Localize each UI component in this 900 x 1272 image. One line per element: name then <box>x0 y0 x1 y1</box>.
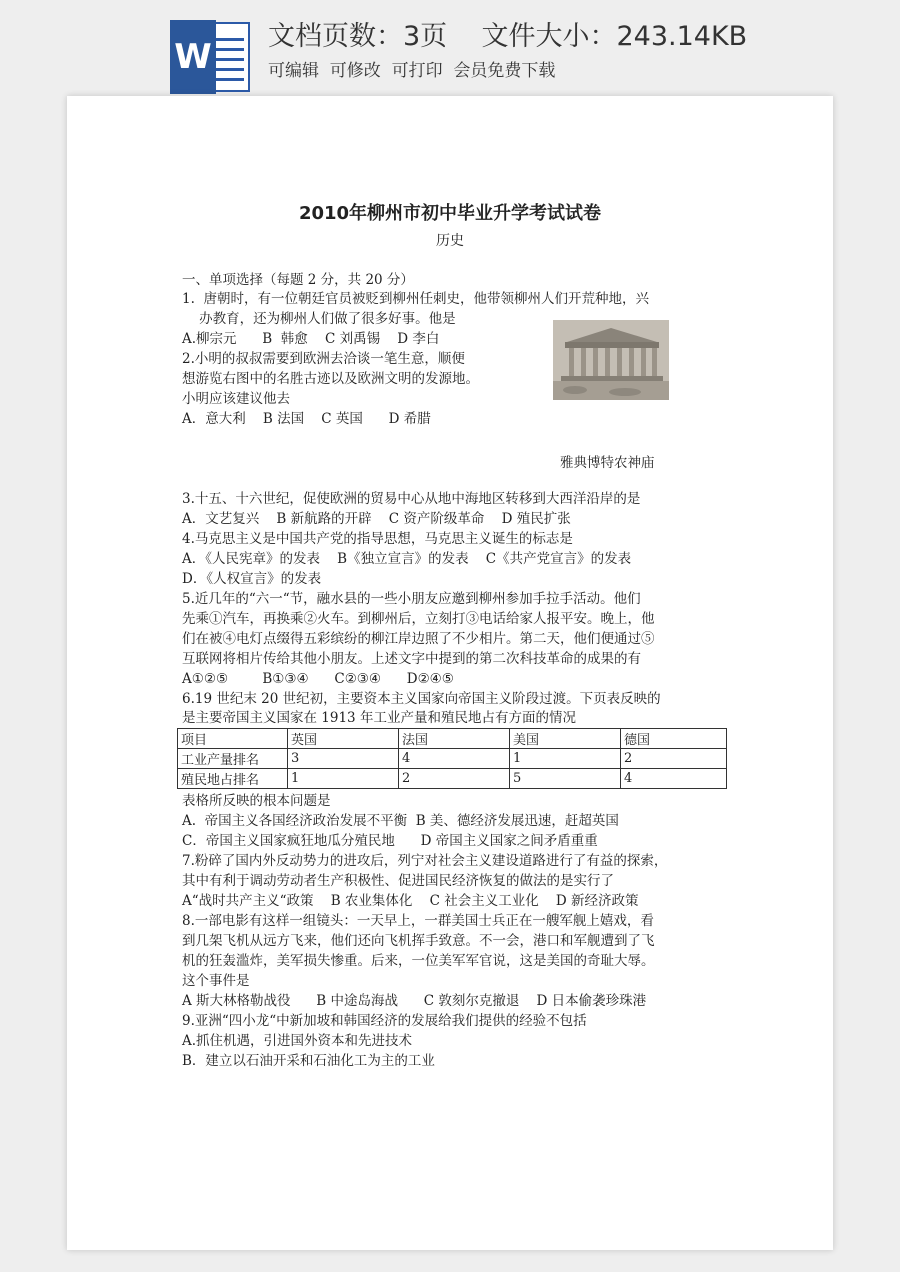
text-line: 其中有利于调动劳动者生产积极性、促进国民经济恢复的做法的是实行了 <box>182 873 614 889</box>
text-line: 表格所反映的根本问题是 <box>182 793 331 809</box>
table-cell: 1 <box>510 749 621 769</box>
text-line: 7.粉碎了国内外反动势力的进攻后，列宁对社会主义建设道路进行了有益的探索， <box>182 853 668 869</box>
text-line: A①②⑤ B①③④ C②③④ D②④⑤ <box>182 671 454 687</box>
text-line: 们在被④电灯点缀得五彩缤纷的柳江岸边照了不少相片。第二天，他们便通过⑤ <box>182 631 655 647</box>
text-line: A“战时共产主义“政策 B 农业集体化 C 社会主义工业化 D 新经济政策 <box>182 893 639 909</box>
table-row <box>178 769 727 789</box>
text-line: 机的狂轰滥炸，美军损失惨重。后来，一位美军军官说，这是美国的奇耻大辱。 <box>182 953 655 969</box>
table-cell: 殖民地占排名 <box>178 769 288 789</box>
table-cell: 4 <box>399 749 510 769</box>
text-line: 这个事件是 <box>182 973 250 989</box>
text-line: A．文艺复兴 B 新航路的开辟 C 资产阶级革命 D 殖民扩张 <box>182 511 571 527</box>
text-line: A 斯大林格勒战役 B 中途岛海战 C 敦刻尔克撤退 D 日本偷袭珍珠港 <box>182 993 647 1009</box>
text-line: D．《人权宣言》的发表 <box>182 571 322 587</box>
text-line: A.柳宗元 B 韩愈 C 刘禹锡 D 李白 <box>182 331 440 347</box>
text-line: A．意大利 B 法国 C 英国 D 希腊 <box>182 411 431 427</box>
table-cell: 英国 <box>288 729 399 749</box>
text-line: 1. 唐朝时，有一位朝廷官员被贬到柳州任刺史，他带领柳州人们开荒种地，兴 <box>182 291 649 307</box>
parthenon-photo <box>553 320 669 400</box>
text-line: 一、单项选择（每题 2 分，共 20 分） <box>182 272 414 288</box>
page-subtitle: 历史 <box>436 233 464 249</box>
table-cell: 5 <box>510 769 621 789</box>
text-line: 互联网将相片传给其他小朋友。上述文字中提到的第二次科技革命的成果的有 <box>182 651 641 667</box>
text-line: 是主要帝国主义国家在 1913 年工业产量和殖民地占有方面的情况 <box>182 710 576 726</box>
text-line: 9.亚洲“四小龙“中新加坡和韩国经济的发展给我们提供的经验不包括 <box>182 1013 587 1029</box>
download-banner <box>0 0 900 96</box>
text-line: 3.十五、十六世纪，促使欧洲的贸易中心从地中海地区转移到大西洋沿岸的是 <box>182 491 641 507</box>
table-cell: 美国 <box>510 729 621 749</box>
table-row <box>178 749 727 769</box>
word-document-icon: W <box>170 20 254 94</box>
document-page <box>67 96 833 1250</box>
text-line: 办教育，还为柳州人们做了很多好事。他是 <box>182 311 456 327</box>
text-line: A．《人民宪章》的发表 B《独立宣言》的发表 C《共产党宣言》的发表 <box>182 551 632 567</box>
photo-caption: 雅典博特农神庙 <box>560 455 655 471</box>
table-header-row <box>178 729 727 749</box>
table-cell: 1 <box>288 769 399 789</box>
text-line: C．帝国主义国家疯狂地瓜分殖民地 D 帝国主义国家之间矛盾重重 <box>182 833 598 849</box>
text-line: 4.马克思主义是中国共产党的指导思想，马克思主义诞生的标志是 <box>182 531 573 547</box>
table-cell: 工业产量排名 <box>178 749 288 769</box>
text-line: B．建立以石油开采和石油化工为主的工业 <box>182 1053 435 1069</box>
data-table <box>177 728 727 789</box>
text-line: 8.一部电影有这样一组镜头：一天早上，一群美国士兵正在一艘军舰上嬉戏，看 <box>182 913 654 929</box>
document-meta: 文档页数：3页 文件大小：243.14KB <box>268 21 748 52</box>
text-line: 想游览右图中的名胜古迹以及欧洲文明的发源地。 <box>182 371 479 387</box>
table-cell: 2 <box>399 769 510 789</box>
table-cell: 2 <box>621 749 727 769</box>
table-cell: 项目 <box>178 729 288 749</box>
text-line: 小明应该建议他去 <box>182 391 290 407</box>
text-line: 6.19 世纪末 20 世纪初，主要资本主义国家向帝国主义阶段过渡。下页表反映的 <box>182 691 661 707</box>
document-features: 可编辑 可修改 可打印 会员免费下载 <box>268 61 556 81</box>
text-line: 5.近几年的“六一“节，融水县的一些小朋友应邀到柳州参加手拉手活动。他们 <box>182 591 641 607</box>
text-line: 先乘①汽车，再换乘②火车。到柳州后，立刻打③电话给家人报平安。晚上，他 <box>182 611 655 627</box>
text-line: 到几架飞机从远方飞来，他们还向飞机挥手致意。不一会，港口和军舰遭到了飞 <box>182 933 655 949</box>
table-cell: 德国 <box>621 729 727 749</box>
text-line: A.抓住机遇，引进国外资本和先进技术 <box>182 1033 413 1049</box>
table-cell: 4 <box>621 769 727 789</box>
table-cell: 3 <box>288 749 399 769</box>
page-title: 2010年柳州市初中毕业升学考试试卷 <box>298 203 602 224</box>
text-line: 2.小明的叔叔需要到欧洲去洽谈一笔生意，顺便 <box>182 351 465 367</box>
text-line: A. 帝国主义各国经济政治发展不平衡 B 美、德经济发展迅速，赶超英国 <box>182 813 619 829</box>
table-cell: 法国 <box>399 729 510 749</box>
